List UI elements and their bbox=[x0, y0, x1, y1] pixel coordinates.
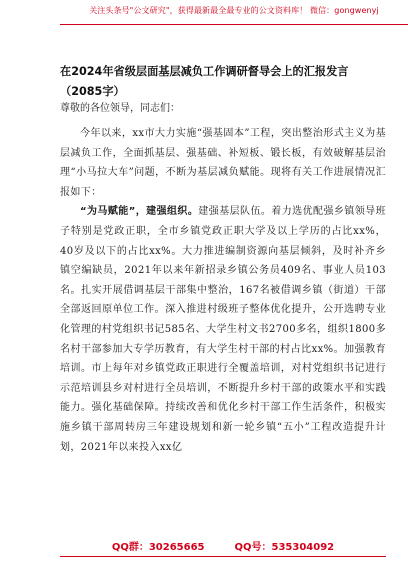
paragraph-heading: “为马赋能”，建强组织。 bbox=[80, 206, 199, 218]
footer-qq-group: QQ群：30265665 bbox=[111, 542, 205, 553]
greeting: 尊敬的各位领导，同志们： bbox=[60, 103, 180, 114]
footer-divider bbox=[60, 556, 386, 557]
paragraph-text: 今年以来，xx市大力实施“强基固本”工程，突出整治形式主义为基层减负工作，全面抓基层、强基础、补短板、锻长板，有效破解基层治理“小马拉大车”问题，不断为基层减负赋能。现将有关工作进展情况汇报如下： bbox=[60, 128, 386, 198]
page-footer bbox=[60, 538, 386, 558]
title-text: 在2024年省级层面基层减负工作调研督导会上的汇报发言 bbox=[60, 65, 349, 78]
header-divider bbox=[60, 24, 408, 25]
document-title bbox=[60, 62, 400, 102]
paragraph-text: 建强基层队伍。着力选优配强乡镇领导班子特别是党政正职，全市乡镇党政正职大学及以上学历的占比xx%，40岁及以下的占比xx%。大力推进编制资源向基层倾斜，及时补齐乡镇空编缺员，2021年以来年新招录乡镇公务员409名、事业人员103名。扎实开展借调基层干部集中整治，167名被借调乡镇（街道）干部全部返回原单位工作。深入推进村级班子整体优化提升，公开选聘专业化管理的村党组织书记585名、大学生村文书2700多名，组织1800多名村干部参加大专学历教育，有大学生村干部的村占比xx%。加强教育培训。市上每年对乡镇党政正职进行全覆盖培训，对村党组织书记进行示范培训县乡对村进行全员培训，不断提升乡村干部的政策水平和实践能力。强化基础保障。持续改善和优化乡村干部工作生活条件，积极实施乡镇干部周转房三年建设规划和新一轮乡镇“五小”工程改造提升计划，2021年以来投入xx亿 bbox=[60, 206, 386, 453]
footer-qq-number: QQ号：535304092 bbox=[234, 542, 335, 553]
paragraph bbox=[60, 124, 386, 202]
word-count: （2085字） bbox=[60, 85, 125, 98]
document-body bbox=[60, 124, 386, 457]
paragraph bbox=[60, 202, 386, 457]
header-promo-text: 关注头条号"公文研究"，获得最新最全最专业的公文资料库！ 微信：gongwenyj bbox=[89, 6, 379, 15]
page-header bbox=[60, 0, 408, 26]
